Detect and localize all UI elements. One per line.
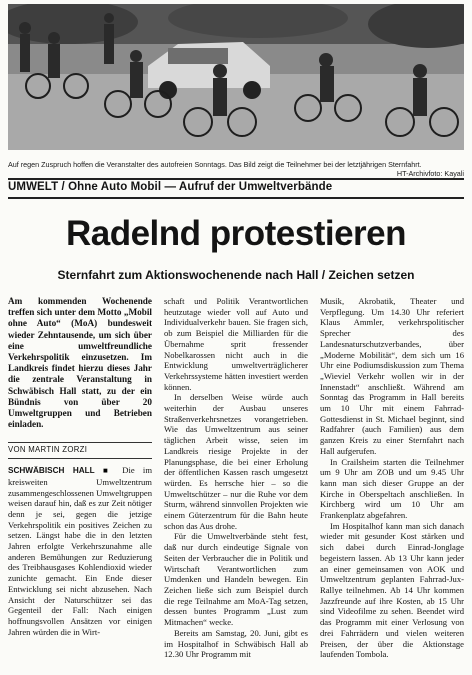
photo-credit: HT-Archivfoto: Kayali (396, 169, 464, 178)
column-2-paragraph: schaft und Politik Verantwortlichen heutzutage wieder voll auf Auto und Individualverkehr bauen. Sie fragen sich, ob zum Beispiel die Milliarden für die Übernahme sprit fressender Nobelkarossen nicht auch in die Entwicklung umweltverträglicherer Verkehrssysteme hätten investiert werden können. (164, 296, 308, 392)
column-3-paragraph: Im Hospitalhof kann man sich danach wieder mit gesunder Kost stärken und sich dabei durch Einrad-Jonglage begeistern lassen. Ab 13 Uhr kann jeder an einer gemeinsamen von AOK und Umweltzentrum geplanten Fahrrad-Jux-Rallye teilnehmen. Ab 14 Uhr kommen Jazzfreunde auf ihre Kosten, ab 15 Uhr sind Videofilme zu sehen. Beendet wird das Programm mit einer Verlosung von drei Fahrrädern und vielen weiteren Preisen, der über die Aktionstage laufenden Tombola. (320, 520, 464, 660)
dateline-separator-icon: ■ (102, 466, 114, 476)
article-photo (8, 4, 464, 150)
article-byline: VON MARTIN ZORZI (8, 442, 152, 456)
column-2 (164, 296, 308, 670)
column-1 (8, 296, 152, 670)
column-2-paragraph: Bereits am Samstag, 20. Juni, gibt es im Hospitalhof in Schwäbisch Hall ab 12.30 Uhr Programm mit (164, 627, 308, 660)
kicker-top-rule (8, 178, 464, 180)
column-2-paragraph: Für die Umweltverbände steht fest, daß nur durch eindeutige Signale von Seiten der Verbraucher die in Politik und Wirtschaft Verantwortlichen zum Umdenken und Handeln bewegen. Ein Zeichen ließe sich zum Beispiel durch die rege Teilnahme am MoA-Tag setzen, dessen buntes Programm „Lust zum Mitmachen“ wecke. (164, 531, 308, 628)
article-subhead: Sternfahrt zum Aktionswochenende nach Hall / Zeichen setzen (57, 268, 415, 282)
column-1-text: Die im kreisweiten Umweltzentrum zusammengeschlossenen Umweltgruppen weisen darauf hin, daß es zur Zeit nötiger denn je sei, gegen die jetzige Verkehrspolitik ein positives Zeichen zu setzen. Längst habe die in den letzten Jahren erfolgte Verkehrszunahme alle anderen Bemühungen zur Reduzierung des Treibhausgases Kohlendioxid wieder zunichte gemacht. Ein Ende dieser Entwicklung sei nicht abzusehen. Nach Ansicht der Naturschützer sei das Gegenteil der Fall: Nach einigen hoffnungsvollen Ansätzen vor einigen Jahren würden die in Wirt- (8, 465, 152, 637)
article-lead: Am kommenden Wochenende treffen sich unter dem Motto „Mobil ohne Auto“ (MoA) bundesweit wieder Zehntausende, um sich über eine umweltfreundliche Verkehrspolitik einzusetzen. Im Landkreis findet hierzu dieses Jahr die zentrale Veranstaltung in Schwäbisch Hall statt, zu der ein Bündnis von über 20 Umweltgruppen und Betrieben einladen. (8, 296, 152, 430)
photo-caption (8, 160, 464, 178)
kicker-bottom-rule (8, 197, 464, 199)
column-2-paragraph: In derselben Weise würde auch weiterhin der Ausbau unseres Straßenverkehrsnetzes vorangetrieben. Wie das Umweltzentrum aus seiner täglichen Arbeit wisse, seien im Landkreis riesige Projekte in der Planungsphase, die bei einer Erholung der öffentlichen Kassen rasch umgesetzt würden. Es herrsche hier – so die Umweltschützer – nur die Ruhe vor dem Sturm, während sinnvollen Projekten wie einem Güterzentrum für die Bahn heute schon das Aus drohe. (164, 392, 308, 531)
caption-text: Auf regen Zuspruch hoffen die Veranstalter des autofreien Sonntags. Das Bild zeigt die Teilnehmer bei der letztjährigen Sternfahrt. (8, 160, 422, 169)
bicycle-crowd-photo-icon (8, 4, 464, 150)
column-3-paragraph: Musik, Akrobatik, Theater und Verpflegung. Um 14.30 Uhr referiert Klaus Ammler, verkehrspolitischer Sprecher des Landesnaturschutzverbandes, über „Moderne Mobilität“, dem sich um 16 Uhr eine Podiumsdiskussion zum Thema „Wieviel Verkehr wollen wir in der Innenstadt“ anschließt. Während am Sonntag das Programm in Hall bereits um 10 Uhr mit einem Fahrrad-Gottesdienst in St. Michael beginnt, sind Radfahrer (auch Familien) aus dem ganzen Kreis zu einer Sternfahrt nach Hall aufgerufen. (320, 296, 464, 456)
column-1-body (8, 465, 152, 637)
column-3-paragraph: In Crailsheim starten die Teilnehmer um 9 Uhr am ZOB und um 9.45 Uhr kann man sich dieser Gruppe an der Kirche in Oberspeltach anschließen. In Kirchberg wird um 10 Uhr am Frankenplatz abgefahren. (320, 456, 464, 521)
column-3 (320, 296, 464, 670)
article-dateline: SCHWÄBISCH HALL (8, 466, 95, 476)
article-kicker: UMWELT / Ohne Auto Mobil — Aufruf der Umweltverbände (8, 181, 333, 193)
article-headline: Radelnd protestieren (65, 214, 407, 253)
byline-rule (8, 458, 152, 459)
